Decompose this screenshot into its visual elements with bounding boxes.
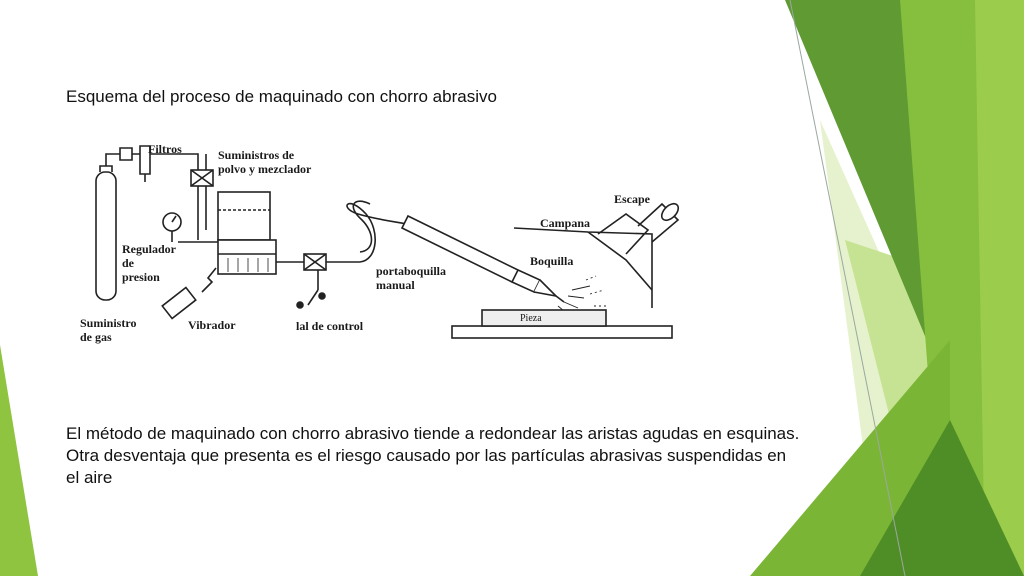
workpiece [482, 310, 606, 326]
vibrator-unit [162, 287, 195, 318]
label-campana: Campana [540, 216, 591, 230]
gas-cylinder [96, 172, 116, 300]
paragraph-line-1: El método de maquinado con chorro abrasivo tiende a redondear las aristas agudas en esquinas. [66, 424, 800, 443]
label-escape: Escape [614, 192, 650, 206]
diagram-drawing [78, 130, 692, 345]
abrasive-jet-diagram [78, 130, 692, 345]
label-filtros: Filtros [148, 142, 182, 156]
paragraph-line-3: el aire [66, 468, 113, 487]
powder-hopper [218, 192, 270, 240]
slide-title: Esquema del proceso de maquinado con chorro abrasivo [66, 87, 497, 106]
label-vibrador: Vibrador [188, 318, 236, 332]
paragraph-line-2: Otra desventaja que presenta es el riesgo causado por las partículas abrasivas suspendidas en [66, 446, 787, 465]
label-suministro-gas: Suministro de gas [80, 316, 137, 344]
label-regulador: Regulador de presion [122, 242, 176, 284]
label-control: lal de control [296, 319, 364, 333]
label-pieza: Pieza [520, 313, 542, 324]
label-boquilla: Boquilla [530, 254, 574, 268]
work-table [452, 326, 672, 338]
label-suministros: Suministros de polvo y mezclador [218, 148, 312, 176]
mixer [218, 240, 276, 274]
hood [514, 228, 652, 308]
body-paragraph [66, 423, 906, 489]
label-portaboquilla: portaboquilla manual [376, 264, 447, 292]
hose [347, 204, 418, 262]
deco-left-corner [0, 345, 38, 576]
